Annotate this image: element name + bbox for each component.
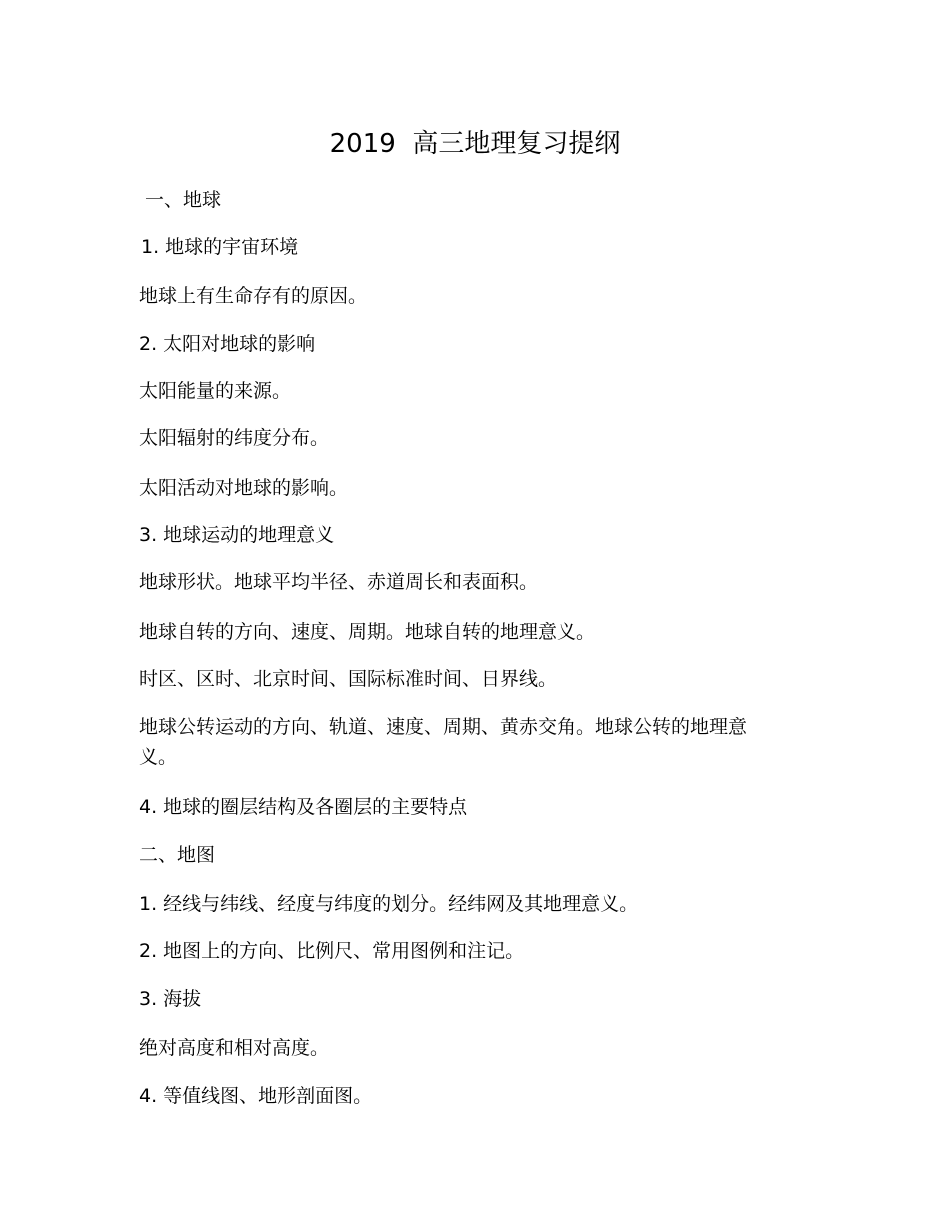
text-line: 时区、区时、北京时间、国际标准时间、日界线。 <box>139 668 558 690</box>
text-line: 1. 经线与纬线、经度与纬度的划分。经纬网及其地理意义。 <box>139 893 639 915</box>
section-heading-earth: 一、地球 <box>145 189 222 211</box>
text-line: 绝对高度和相对高度。 <box>139 1037 330 1059</box>
text-paragraph: 地球公转运动的方向、轨道、速度、周期、黄赤交角。地球公转的地理意义。 <box>139 716 748 768</box>
subsection-heading: 3. 海拔 <box>139 988 202 1010</box>
text-line: 地球自转的方向、速度、周期。地球自转的地理意义。 <box>139 621 596 643</box>
document-title: 2019 高三地理复习提纲 <box>329 129 621 159</box>
subsection-heading: 1. 地球的宇宙环境 <box>141 236 299 258</box>
text-line: 太阳辐射的纬度分布。 <box>139 427 330 449</box>
text-line: 4. 等值线图、地形剖面图。 <box>139 1085 373 1107</box>
text-line: 太阳能量的来源。 <box>139 380 292 402</box>
text-line: 地球上有生命存有的原因。 <box>139 285 368 307</box>
text-line: 地球形状。地球平均半径、赤道周长和表面积。 <box>139 571 539 593</box>
text-line: 2. 地图上的方向、比例尺、常用图例和注记。 <box>139 940 525 962</box>
subsection-heading: 4. 地球的圈层结构及各圈层的主要特点 <box>139 796 468 818</box>
subsection-heading: 3. 地球运动的地理意义 <box>139 524 335 546</box>
subsection-heading: 2. 太阳对地球的影响 <box>139 333 316 355</box>
text-line: 太阳活动对地球的影响。 <box>139 477 349 499</box>
section-heading-map: 二、地图 <box>139 844 216 866</box>
